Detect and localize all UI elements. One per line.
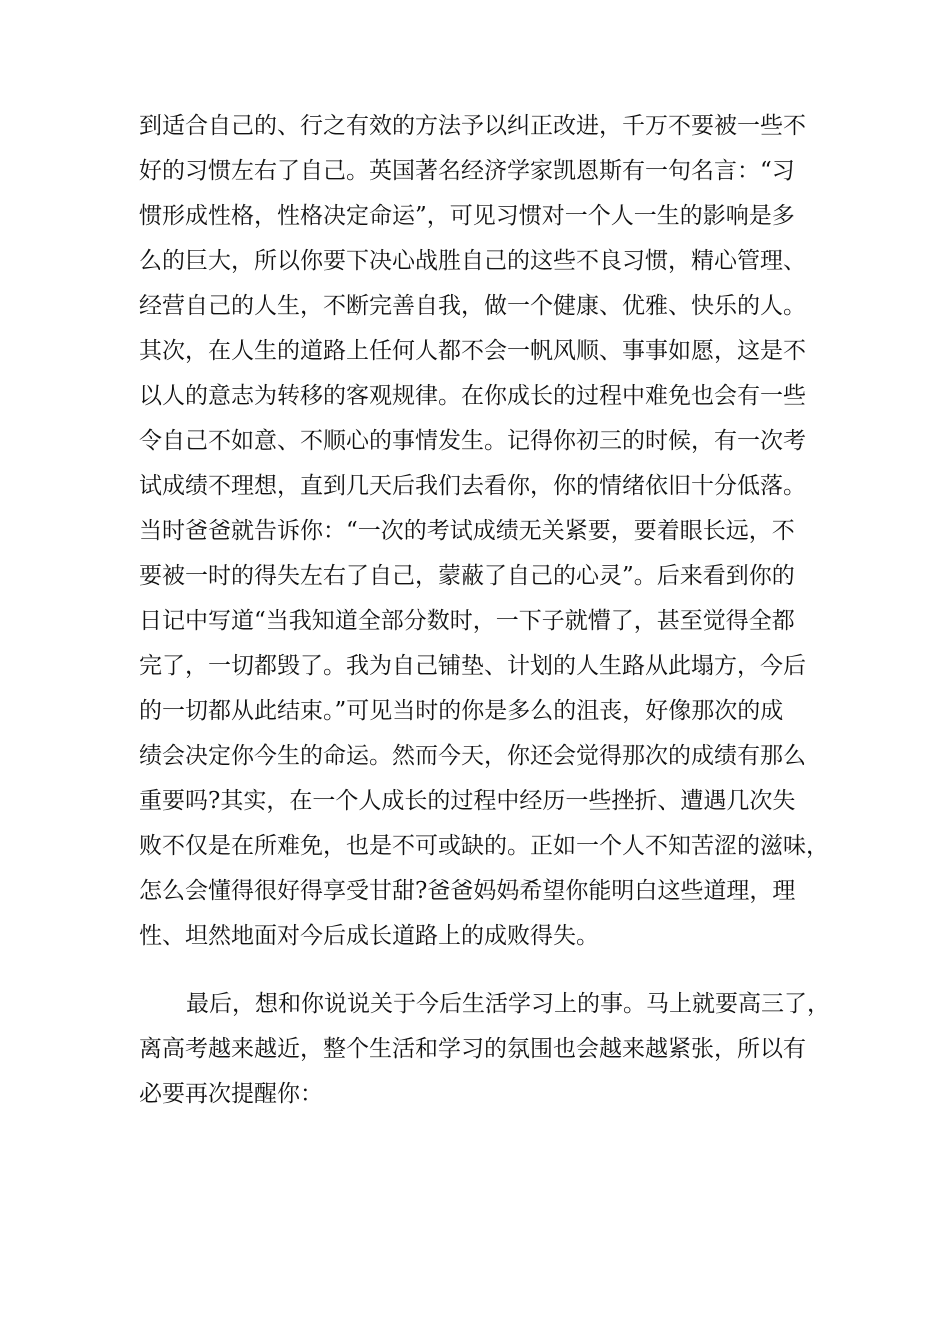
text-line: 完了，一切都毁了。我为自己铺垫、计划的人生路从此塌方，今后 <box>139 653 806 679</box>
text-line: 的一切都从此结束。”可见当时的你是多么的沮丧，好像那次的成 <box>139 698 784 724</box>
text-line: 性、坦然地面对今后成长道路上的成败得失。 <box>139 923 599 949</box>
text-line: 要被一时的得失左右了自己，蒙蔽了自己的心灵”。后来看到你的 <box>139 563 795 589</box>
text-line: 绩会决定你今生的命运。然而今天，你还会觉得那次的成绩有那么 <box>139 743 806 769</box>
text-line: 当时爸爸就告诉你：“一次的考试成绩无关紧要，要着眼长远，不 <box>139 518 795 544</box>
text-line: 日记中写道“当我知道全部分数时，一下子就懵了，甚至觉得全都 <box>139 608 795 634</box>
text-line: 到适合自己的、行之有效的方法予以纠正改进，千万不要被一些不 <box>139 113 806 139</box>
text-line: 重要吗?其实，在一个人成长的过程中经历一些挫折、遭遇几次失 <box>139 788 796 814</box>
paragraph-spacer <box>139 959 839 982</box>
text-line: 其次，在人生的道路上任何人都不会一帆风顺、事事如愿，这是不 <box>139 338 806 364</box>
text-line: 必要再次提醒你： <box>139 1081 323 1107</box>
text-line: 试成绩不理想，直到几天后我们去看你，你的情绪依旧十分低落。 <box>139 473 806 499</box>
text-line: 以人的意志为转移的客观规律。在你成长的过程中难免也会有一些 <box>139 383 806 409</box>
text-line: 离高考越来越近，整个生活和学习的氛围也会越来越紧张，所以有 <box>139 1036 806 1062</box>
text-line: 经营自己的人生，不断完善自我，做一个健康、优雅、快乐的人。 <box>139 293 806 319</box>
text-line: 惯形成性格，性格决定命运”，可见习惯对一个人一生的影响是多 <box>139 203 795 229</box>
text-line: 最后，想和你说说关于今后生活学习上的事。马上就要高三了， <box>186 991 830 1017</box>
text-line: 么的巨大，所以你要下决心战胜自己的这些不良习惯，精心管理、 <box>139 248 806 274</box>
text-line: 败不仅是在所难免，也是不可或缺的。正如一个人不知苦涩的滋味， <box>139 833 829 859</box>
text-line: 令自己不如意、不顺心的事情发生。记得你初三的时候，有一次考 <box>139 428 806 454</box>
text-line: 好的习惯左右了自己。英国著名经济学家凯恩斯有一句名言：“习 <box>139 158 795 184</box>
text-line: 怎么会懂得很好得享受甘甜?爸爸妈妈希望你能明白这些道理，理 <box>139 878 796 904</box>
body-text <box>139 104 839 1117</box>
